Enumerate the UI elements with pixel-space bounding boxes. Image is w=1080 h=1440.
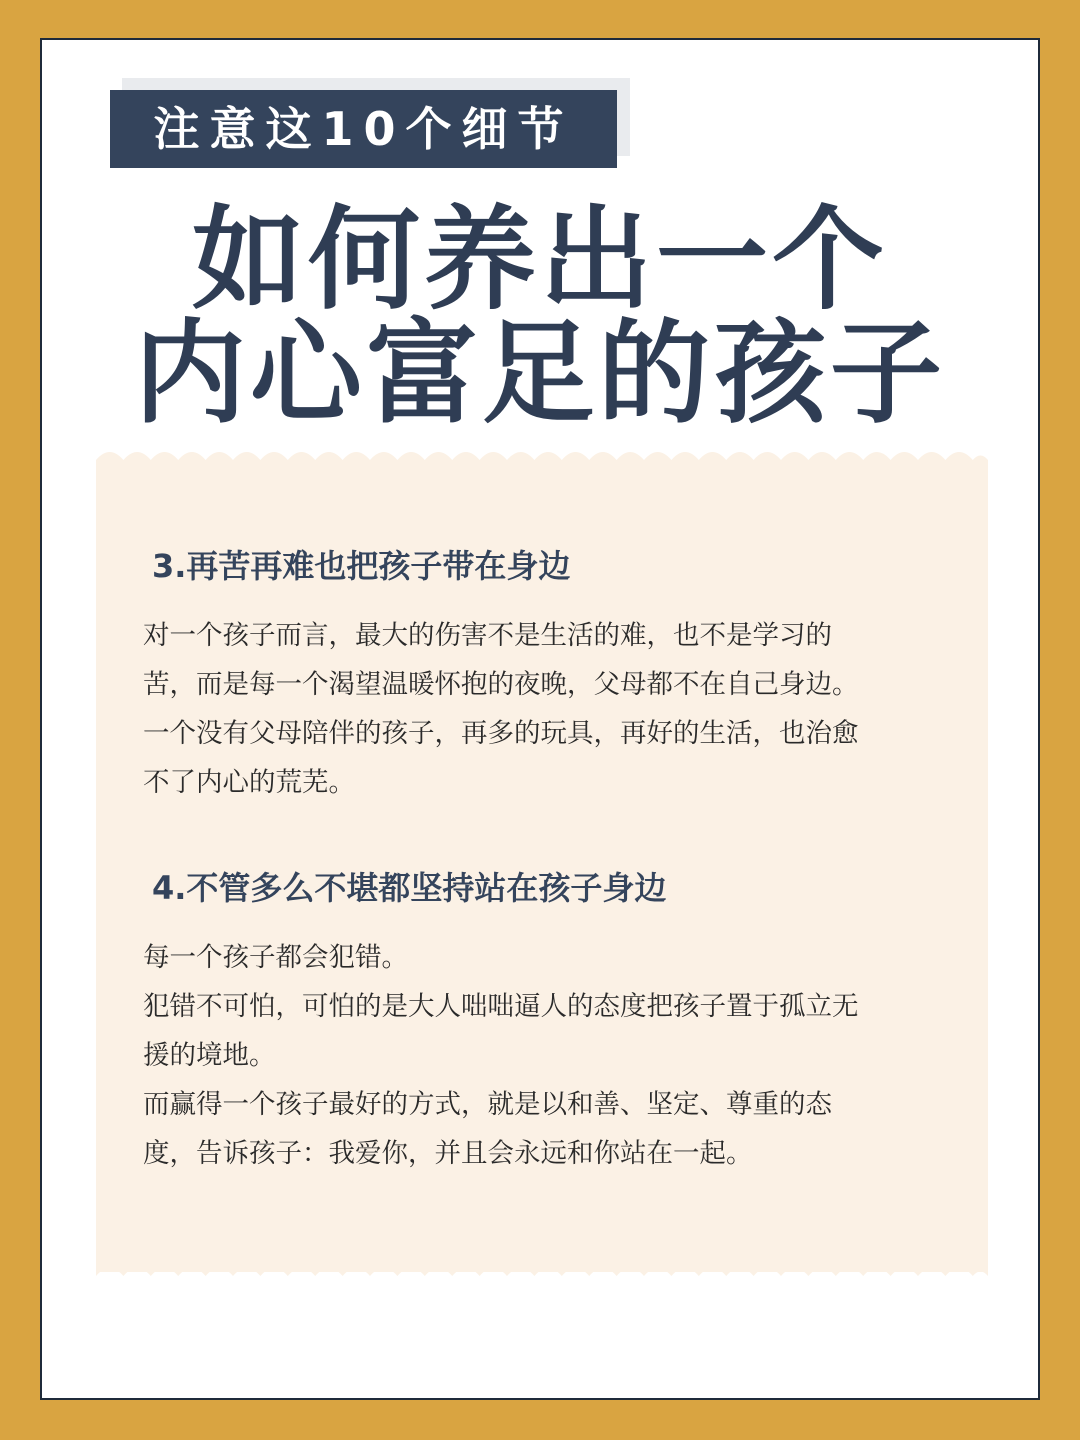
section-heading-4: 4.不管多么不堪都坚持站在孩子身边 — [152, 869, 667, 907]
section-paragraph-4 — [143, 933, 943, 1178]
title-line-2: 内心富足的孩子 — [134, 309, 946, 439]
section-paragraph-3 — [143, 611, 943, 807]
tag-banner: 注意这10个细节 — [110, 90, 617, 168]
title-line-1: 如何养出一个 — [192, 195, 888, 325]
wave-edge-bottom — [96, 1262, 988, 1286]
paragraph-line: 犯错不可怕，可怕的是大人咄咄逼人的态度把孩子置于孤立无 — [143, 991, 859, 1022]
paragraph-line: 援的境地。 — [143, 1040, 276, 1071]
section-heading-3: 3.再苦再难也把孩子带在身边 — [152, 547, 571, 585]
paragraph-line: 不了内心的荒芜。 — [143, 767, 355, 798]
paragraph-line: 一个没有父母陪伴的孩子，再多的玩具，再好的生活，也治愈 — [143, 718, 859, 749]
paragraph-line: 而赢得一个孩子最好的方式，就是以和善、坚定、尊重的态 — [143, 1089, 832, 1120]
paragraph-line: 每一个孩子都会犯错。 — [143, 942, 408, 973]
paragraph-line: 苦，而是每一个渴望温暖怀抱的夜晚，父母都不在自己身边。 — [143, 669, 859, 700]
paragraph-line: 度，告诉孩子：我爱你，并且会永远和你站在一起。 — [143, 1138, 753, 1169]
paragraph-line: 对一个孩子而言，最大的伤害不是生活的难，也不是学习的 — [143, 620, 832, 651]
